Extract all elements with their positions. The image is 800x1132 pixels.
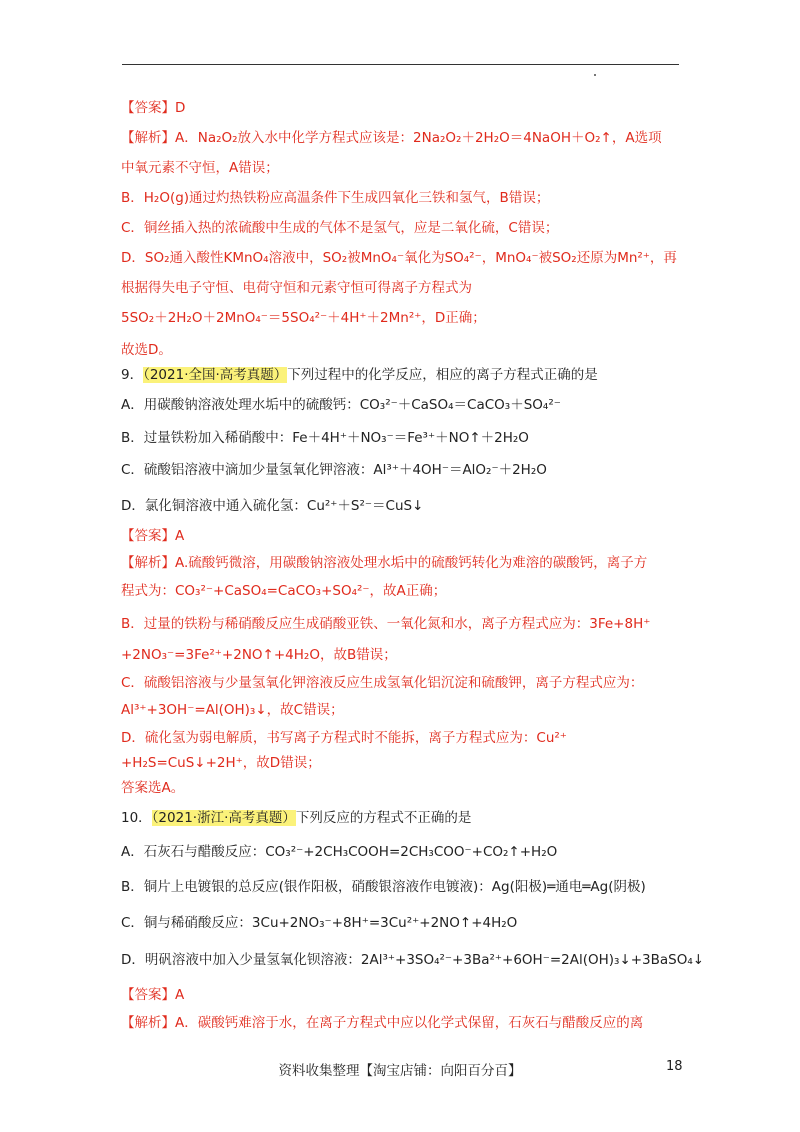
text-line-l01: [121, 98, 185, 118]
line-text: 根据得失电子守恒、电荷守恒和元素守恒可得离子方程式为: [121, 280, 472, 296]
line-text: +H₂S=CuS↓+2H⁺，故D错误；: [121, 755, 321, 771]
question-number: 9．: [121, 367, 144, 383]
text-line-l05: [121, 218, 558, 238]
header-rule: [122, 64, 679, 65]
source-tag: （2021·全国·高考真题）: [143, 367, 288, 383]
line-text: C．硫酸铝溶液中滴加少量氢氧化钾溶液：Al³⁺＋4OH⁻＝AlO₂⁻＋2H₂O: [121, 462, 547, 478]
text-line-l11: [121, 395, 561, 415]
text-line-l08: [121, 308, 486, 328]
line-text: 【解析】A．碳酸钙难溶于水，在离子方程式中应以化学式保留，石灰石与醋酸反应的离: [121, 1015, 644, 1031]
text-line-l10: [121, 365, 598, 385]
text-line-l30: [121, 985, 184, 1005]
line-text: 下列反应的方程式不正确的是: [295, 810, 472, 826]
question-number: 10．: [121, 810, 152, 826]
line-text: D．硫化氢为弱电解质，书写离子方程式时不能拆，离子方程式应为：Cu²⁺: [121, 730, 567, 746]
text-line-l16: [121, 553, 647, 573]
line-text: B．过量的铁粉与稀硝酸反应生成硝酸亚铁、一氧化氮和水，离子方程式应为：3Fe+8H⁺: [121, 616, 651, 632]
line-text: B．过量铁粉加入稀硝酸中：Fe＋4H⁺＋NO₃⁻＝Fe³⁺＋NO↑＋2H₂O: [121, 430, 529, 446]
line-text: 【答案】D: [121, 100, 186, 116]
text-line-l14: [121, 496, 423, 516]
text-line-l31: [121, 1013, 643, 1033]
line-text: D．明矾溶液中加入少量氢氧化钡溶液：2Al³⁺+3SO₄²⁻+3Ba²⁺+6OH⁻=2Al(OH)₃↓+3BaSO₄↓: [121, 952, 705, 968]
line-text: 【解析】A.硫酸钙微溶，用碳酸钠溶液处理水垢中的硫酸钙转化为难溶的碳酸钙，离子方: [121, 555, 648, 571]
line-text: A．石灰石与醋酸反应：CO₃²⁻+2CH₃COOH=2CH₃COO⁻+CO₂↑+H₂O: [121, 844, 558, 860]
line-text: A．用碳酸钠溶液处理水垢中的硫酸钙：CO₃²⁻＋CaSO₄＝CaCO₃＋SO₄²⁻: [121, 397, 561, 413]
line-text: Al³⁺+3OH⁻=Al(OH)₃↓，故C错误；: [121, 702, 344, 718]
text-line-l15: [121, 526, 184, 546]
text-line-l06: [121, 248, 677, 268]
line-text: 答案选A。: [121, 780, 185, 796]
line-text: C．铜与稀硝酸反应：3Cu+2NO₃⁻+8H⁺=3Cu²⁺+2NO↑+4H₂O: [121, 915, 518, 931]
line-text: B．铜片上电镀银的总反应(银作阳极，硝酸银溶液作电镀液)：Ag(阳极)═通电═Ag(阴极): [121, 879, 646, 895]
text-line-l17: [121, 581, 446, 601]
text-line-l25: [121, 808, 471, 828]
line-text: 程式为：CO₃²⁻+CaSO₄=CaCO₃+SO₄²⁻，故A正确；: [121, 583, 447, 599]
text-line-l20: [121, 673, 643, 693]
line-text: 【答案】A: [121, 987, 185, 1003]
line-text: 中氧元素不守恒，A错误；: [121, 160, 279, 176]
line-text: 故选D。: [121, 342, 172, 358]
line-text: +2NO₃⁻=3Fe²⁺+2NO↑+4H₂O，故B错误；: [121, 647, 397, 663]
line-text: B．H₂O(g)通过灼热铁粉应高温条件下生成四氧化三铁和氢气，B错误；: [121, 190, 550, 206]
text-line-l18: [121, 614, 650, 634]
text-line-l12: [121, 428, 529, 448]
text-line-l26: [121, 842, 557, 862]
text-line-l27: [121, 877, 646, 897]
text-line-l23: [121, 753, 321, 773]
line-text: C．硫酸铝溶液与少量氢氧化钾溶液反应生成氢氧化铝沉淀和硫酸钾，离子方程式应为：: [121, 675, 644, 691]
text-line-l22: [121, 728, 567, 748]
text-line-l29: [121, 950, 704, 970]
source-tag: （2021·浙江·高考真题）: [151, 810, 296, 826]
text-line-l19: [121, 645, 397, 665]
text-line-l21: [121, 700, 344, 720]
line-text: 5SO₂＋2H₂O＋2MnO₄⁻＝5SO₄²⁻＋4H⁺＋2Mn²⁺，D正确；: [121, 310, 486, 326]
line-text: 【解析】A．Na₂O₂放入水中化学方程式应该是：2Na₂O₂＋2H₂O＝4NaOH＋O₂↑，A选项: [121, 130, 662, 146]
text-line-l09: [121, 340, 172, 360]
text-line-l28: [121, 913, 517, 933]
line-text: 【答案】A: [121, 528, 185, 544]
footer-text: 资料收集整理【淘宝店铺：向阳百分百】: [278, 1063, 522, 1079]
page-number: 18: [666, 1059, 683, 1074]
text-line-l04: [121, 188, 549, 208]
line-text: C．铜丝插入热的浓硫酸中生成的气体不是氢气，应是二氧化硫，C错误；: [121, 220, 559, 236]
line-text: D．氯化铜溶液中通入硫化氢：Cu²⁺＋S²⁻＝CuS↓: [121, 498, 424, 514]
text-line-l13: [121, 460, 547, 480]
text-line-l24: [121, 778, 184, 798]
text-line-l03: [121, 158, 279, 178]
text-line-l02: [121, 128, 662, 148]
line-text: 下列过程中的化学反应，相应的离子方程式正确的是: [287, 367, 598, 383]
header-dot: [594, 74, 596, 76]
line-text: D．SO₂通入酸性KMnO₄溶液中，SO₂被MnO₄⁻氧化为SO₄²⁻，MnO₄⁻被SO₂还原为Mn²⁺，再: [121, 250, 677, 266]
text-line-l07: [121, 278, 472, 298]
